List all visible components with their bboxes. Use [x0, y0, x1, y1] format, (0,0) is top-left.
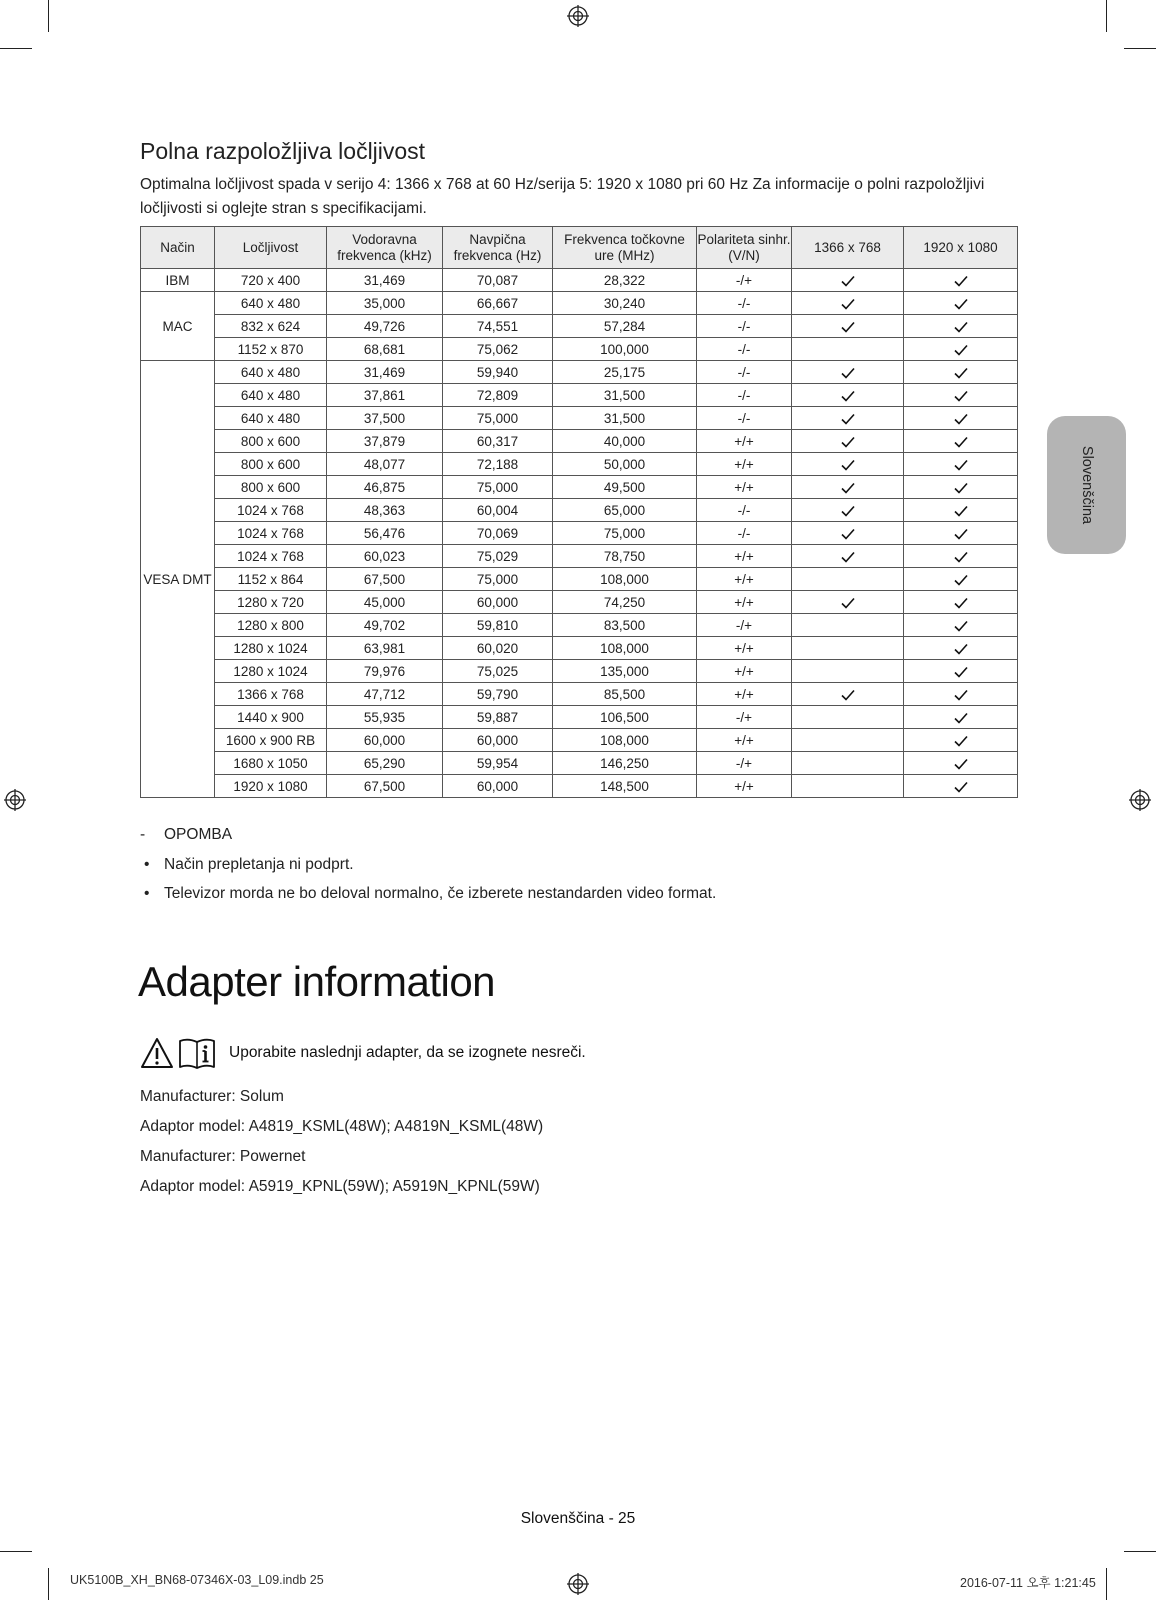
series4-support-cell [792, 706, 904, 729]
vertical-frequency-cell: 75,062 [443, 338, 553, 361]
polarity-cell: -/- [697, 338, 792, 361]
check-icon [841, 528, 855, 540]
table-row [141, 568, 1018, 591]
check-icon [841, 321, 855, 333]
horizontal-frequency-cell: 48,077 [327, 453, 443, 476]
vertical-frequency-cell: 75,000 [443, 407, 553, 430]
horizontal-frequency-cell: 67,500 [327, 568, 443, 591]
table-row [141, 591, 1018, 614]
pixel-clock-cell: 83,500 [553, 614, 697, 637]
series4-support-cell [792, 384, 904, 407]
series5-support-cell [904, 361, 1018, 384]
series5-support-cell [904, 315, 1018, 338]
vertical-frequency-cell: 66,667 [443, 292, 553, 315]
resolution-cell: 640 x 480 [215, 361, 327, 384]
check-icon [954, 735, 968, 747]
horizontal-frequency-cell: 60,000 [327, 729, 443, 752]
note-item [140, 856, 354, 874]
series4-support-cell [792, 269, 904, 292]
note-item-text: Način prepletanja ni podprt. [164, 856, 354, 873]
crop-mark [0, 1551, 32, 1552]
section-title: Polna razpoložljiva ločljivost [140, 138, 426, 164]
horizontal-frequency-cell: 63,981 [327, 637, 443, 660]
table-row [141, 292, 1018, 315]
polarity-cell: -/+ [697, 269, 792, 292]
series4-support-cell [792, 499, 904, 522]
resolution-cell: 1024 x 768 [215, 499, 327, 522]
vertical-frequency-cell: 72,809 [443, 384, 553, 407]
adapter-line: Adaptor model: A4819_KSML(48W); A4819N_KSML(48W) [140, 1118, 544, 1135]
vertical-frequency-cell: 59,940 [443, 361, 553, 384]
check-icon [841, 459, 855, 471]
table-row [141, 315, 1018, 338]
table-row [141, 430, 1018, 453]
horizontal-frequency-cell: 37,861 [327, 384, 443, 407]
series4-support-cell [792, 729, 904, 752]
pixel-clock-cell: 28,322 [553, 269, 697, 292]
series4-support-cell [792, 775, 904, 798]
header-vertical-frequency: Navpična frekvenca (Hz) [443, 227, 553, 269]
polarity-cell: -/+ [697, 752, 792, 775]
resolution-cell: 1152 x 864 [215, 568, 327, 591]
adapter-line: Manufacturer: Powernet [140, 1148, 306, 1165]
vertical-frequency-cell: 75,000 [443, 476, 553, 499]
check-icon [841, 597, 855, 609]
pixel-clock-cell: 49,500 [553, 476, 697, 499]
table-row [141, 407, 1018, 430]
pixel-clock-cell: 75,000 [553, 522, 697, 545]
series4-support-cell [792, 476, 904, 499]
note-title-text: OPOMBA [164, 826, 233, 843]
horizontal-frequency-cell: 60,023 [327, 545, 443, 568]
header-sync-polarity: Polariteta sinhr. (V/N) [697, 227, 792, 269]
horizontal-frequency-cell: 79,976 [327, 660, 443, 683]
resolution-cell: 1024 x 768 [215, 522, 327, 545]
registration-mark-icon [567, 1573, 589, 1595]
crop-mark [0, 48, 32, 49]
resolution-cell: 640 x 480 [215, 292, 327, 315]
vertical-frequency-cell: 60,317 [443, 430, 553, 453]
polarity-cell: -/+ [697, 614, 792, 637]
check-icon [841, 275, 855, 287]
polarity-cell: -/- [697, 361, 792, 384]
polarity-cell: -/+ [697, 706, 792, 729]
polarity-cell: -/- [697, 499, 792, 522]
table-row [141, 361, 1018, 384]
vertical-frequency-cell: 59,810 [443, 614, 553, 637]
check-icon [954, 689, 968, 701]
pixel-clock-cell: 65,000 [553, 499, 697, 522]
polarity-cell: -/- [697, 407, 792, 430]
series5-support-cell [904, 269, 1018, 292]
horizontal-frequency-cell: 35,000 [327, 292, 443, 315]
mode-cell: VESA DMT [141, 361, 215, 798]
horizontal-frequency-cell: 31,469 [327, 269, 443, 292]
resolution-cell: 1280 x 1024 [215, 637, 327, 660]
series5-support-cell [904, 338, 1018, 361]
table-row [141, 453, 1018, 476]
vertical-frequency-cell: 60,000 [443, 729, 553, 752]
horizontal-frequency-cell: 37,500 [327, 407, 443, 430]
horizontal-frequency-cell: 45,000 [327, 591, 443, 614]
registration-mark-icon [1129, 789, 1151, 811]
polarity-cell: +/+ [697, 545, 792, 568]
series4-support-cell [792, 292, 904, 315]
resolution-cell: 1152 x 870 [215, 338, 327, 361]
series4-support-cell [792, 361, 904, 384]
pixel-clock-cell: 106,500 [553, 706, 697, 729]
polarity-cell: +/+ [697, 453, 792, 476]
series4-support-cell [792, 683, 904, 706]
series5-support-cell [904, 660, 1018, 683]
header-horizontal-frequency: Vodoravna frekvenca (kHz) [327, 227, 443, 269]
resolution-cell: 800 x 600 [215, 453, 327, 476]
resolution-cell: 1280 x 720 [215, 591, 327, 614]
pixel-clock-cell: 108,000 [553, 637, 697, 660]
footer-timestamp: 2016-07-11 오후 1:21:45 [960, 1576, 1096, 1590]
header-mode: Način [141, 227, 215, 269]
vertical-frequency-cell: 72,188 [443, 453, 553, 476]
horizontal-frequency-cell: 65,290 [327, 752, 443, 775]
series4-support-cell [792, 614, 904, 637]
adapter-line: Manufacturer: Solum [140, 1088, 284, 1105]
series5-support-cell [904, 568, 1018, 591]
check-icon [954, 275, 968, 287]
horizontal-frequency-cell: 37,879 [327, 430, 443, 453]
check-icon [954, 436, 968, 448]
table-row [141, 752, 1018, 775]
series5-support-cell [904, 752, 1018, 775]
vertical-frequency-cell: 59,790 [443, 683, 553, 706]
resolution-cell: 1920 x 1080 [215, 775, 327, 798]
vertical-frequency-cell: 74,551 [443, 315, 553, 338]
vertical-frequency-cell: 75,029 [443, 545, 553, 568]
polarity-cell: +/+ [697, 568, 792, 591]
check-icon [954, 528, 968, 540]
series5-support-cell [904, 453, 1018, 476]
table-row [141, 775, 1018, 798]
horizontal-frequency-cell: 55,935 [327, 706, 443, 729]
horizontal-frequency-cell: 67,500 [327, 775, 443, 798]
table-row [141, 706, 1018, 729]
vertical-frequency-cell: 59,954 [443, 752, 553, 775]
table-row [141, 660, 1018, 683]
table-row [141, 729, 1018, 752]
series4-support-cell [792, 315, 904, 338]
series5-support-cell [904, 407, 1018, 430]
check-icon [954, 781, 968, 793]
polarity-cell: -/- [697, 292, 792, 315]
vertical-frequency-cell: 70,069 [443, 522, 553, 545]
note-item-text: Televizor morda ne bo deloval normalno, če izberete nestandarden video format. [164, 885, 717, 902]
check-icon [954, 551, 968, 563]
page-number: Slovenščina - 25 [520, 1510, 636, 1527]
series4-support-cell [792, 407, 904, 430]
series5-support-cell [904, 499, 1018, 522]
resolution-cell: 1600 x 900 RB [215, 729, 327, 752]
horizontal-frequency-cell: 47,712 [327, 683, 443, 706]
pixel-clock-cell: 74,250 [553, 591, 697, 614]
table-row [141, 476, 1018, 499]
bullet: • [144, 885, 150, 902]
crop-mark [48, 0, 49, 32]
check-icon [841, 482, 855, 494]
crop-mark [1106, 0, 1107, 32]
series4-support-cell [792, 338, 904, 361]
resolution-table [140, 226, 1018, 798]
pixel-clock-cell: 31,500 [553, 407, 697, 430]
header-series5-1920x1080: 1920 x 1080 [904, 227, 1018, 269]
series4-support-cell [792, 591, 904, 614]
resolution-cell: 1440 x 900 [215, 706, 327, 729]
horizontal-frequency-cell: 48,363 [327, 499, 443, 522]
series4-support-cell [792, 637, 904, 660]
warning-row [140, 1036, 840, 1072]
check-icon [954, 344, 968, 356]
crop-mark [1106, 1568, 1107, 1600]
check-icon [954, 712, 968, 724]
adapter-line: Adaptor model: A5919_KPNL(59W); A5919N_KPNL(59W) [140, 1178, 540, 1195]
polarity-cell: -/- [697, 315, 792, 338]
check-icon [954, 643, 968, 655]
side-tab-label: Slovenščina [1078, 445, 1095, 525]
series4-support-cell [792, 522, 904, 545]
check-icon [954, 505, 968, 517]
pixel-clock-cell: 135,000 [553, 660, 697, 683]
polarity-cell: -/- [697, 522, 792, 545]
table-row [141, 269, 1018, 292]
note-dash: - [140, 826, 146, 843]
pixel-clock-cell: 25,175 [553, 361, 697, 384]
check-icon [841, 505, 855, 517]
intro-text: Optimalna ločljivost spada v serijo 4: 1366 x 768 at 60 Hz/serija 5: 1920 x 1080 pri 60 Hz Za informacije o polni razpoložljivi ločljivosti si oglejte stran s specifikacijami. [140, 176, 985, 217]
series5-support-cell [904, 545, 1018, 568]
check-icon [841, 390, 855, 402]
resolution-cell: 1680 x 1050 [215, 752, 327, 775]
vertical-frequency-cell: 59,887 [443, 706, 553, 729]
pixel-clock-cell: 148,500 [553, 775, 697, 798]
resolution-cell: 1280 x 800 [215, 614, 327, 637]
series5-support-cell [904, 292, 1018, 315]
polarity-cell: +/+ [697, 430, 792, 453]
pixel-clock-cell: 108,000 [553, 568, 697, 591]
vertical-frequency-cell: 75,025 [443, 660, 553, 683]
resolution-cell: 1024 x 768 [215, 545, 327, 568]
check-icon [954, 367, 968, 379]
resolution-cell: 832 x 624 [215, 315, 327, 338]
series5-support-cell [904, 775, 1018, 798]
table-row [141, 545, 1018, 568]
mode-cell: MAC [141, 292, 215, 361]
check-icon [954, 597, 968, 609]
check-icon [954, 321, 968, 333]
check-icon [954, 574, 968, 586]
header-pixel-clock: Frekvenca točkovne ure (MHz) [553, 227, 697, 269]
check-icon [954, 413, 968, 425]
polarity-cell: +/+ [697, 476, 792, 499]
crop-mark [1124, 1551, 1156, 1552]
resolution-cell: 1280 x 1024 [215, 660, 327, 683]
pixel-clock-cell: 50,000 [553, 453, 697, 476]
series5-support-cell [904, 476, 1018, 499]
horizontal-frequency-cell: 49,702 [327, 614, 443, 637]
resolution-cell: 800 x 600 [215, 430, 327, 453]
check-icon [954, 620, 968, 632]
check-icon [841, 689, 855, 701]
series5-support-cell [904, 614, 1018, 637]
table-row [141, 522, 1018, 545]
crop-mark [48, 1568, 49, 1600]
note-title [140, 826, 232, 844]
pixel-clock-cell: 108,000 [553, 729, 697, 752]
series4-support-cell [792, 430, 904, 453]
pixel-clock-cell: 30,240 [553, 292, 697, 315]
horizontal-frequency-cell: 46,875 [327, 476, 443, 499]
table-row [141, 338, 1018, 361]
warning-text: Uporabite naslednji adapter, da se izognete nesreči. [229, 1044, 586, 1061]
series5-support-cell [904, 637, 1018, 660]
check-icon [954, 482, 968, 494]
pixel-clock-cell: 40,000 [553, 430, 697, 453]
language-side-tab [1047, 416, 1126, 554]
vertical-frequency-cell: 60,020 [443, 637, 553, 660]
table-row [141, 683, 1018, 706]
series5-support-cell [904, 430, 1018, 453]
adapter-title: Adapter information [138, 958, 496, 1005]
footer-file-info: UK5100B_XH_BN68-07346X-03_L09.indb 25 [70, 1573, 324, 1587]
resolution-cell: 640 x 480 [215, 384, 327, 407]
check-icon [841, 551, 855, 563]
warning-triangle-icon [140, 1036, 174, 1070]
resolution-cell: 1366 x 768 [215, 683, 327, 706]
polarity-cell: +/+ [697, 660, 792, 683]
series4-support-cell [792, 752, 904, 775]
vertical-frequency-cell: 60,000 [443, 775, 553, 798]
pixel-clock-cell: 78,750 [553, 545, 697, 568]
horizontal-frequency-cell: 68,681 [327, 338, 443, 361]
table-row [141, 614, 1018, 637]
check-icon [841, 367, 855, 379]
header-resolution: Ločljivost [215, 227, 327, 269]
series5-support-cell [904, 683, 1018, 706]
polarity-cell: +/+ [697, 683, 792, 706]
check-icon [841, 413, 855, 425]
series5-support-cell [904, 591, 1018, 614]
pixel-clock-cell: 100,000 [553, 338, 697, 361]
vertical-frequency-cell: 75,000 [443, 568, 553, 591]
bullet: • [144, 856, 150, 873]
series4-support-cell [792, 660, 904, 683]
series4-support-cell [792, 568, 904, 591]
polarity-cell: +/+ [697, 591, 792, 614]
resolution-cell: 800 x 600 [215, 476, 327, 499]
check-icon [954, 459, 968, 471]
pixel-clock-cell: 31,500 [553, 384, 697, 407]
pixel-clock-cell: 85,500 [553, 683, 697, 706]
table-row [141, 499, 1018, 522]
check-icon [954, 298, 968, 310]
resolution-cell: 720 x 400 [215, 269, 327, 292]
vertical-frequency-cell: 60,004 [443, 499, 553, 522]
vertical-frequency-cell: 70,087 [443, 269, 553, 292]
registration-mark-icon [4, 789, 26, 811]
table-row [141, 384, 1018, 407]
polarity-cell: -/- [697, 384, 792, 407]
series5-support-cell [904, 522, 1018, 545]
check-icon [954, 758, 968, 770]
check-icon [841, 436, 855, 448]
series5-support-cell [904, 706, 1018, 729]
series4-support-cell [792, 545, 904, 568]
check-icon [841, 298, 855, 310]
registration-mark-icon [567, 5, 589, 27]
series5-support-cell [904, 729, 1018, 752]
pixel-clock-cell: 57,284 [553, 315, 697, 338]
series5-support-cell [904, 384, 1018, 407]
resolution-cell: 640 x 480 [215, 407, 327, 430]
horizontal-frequency-cell: 56,476 [327, 522, 443, 545]
polarity-cell: +/+ [697, 637, 792, 660]
series4-support-cell [792, 453, 904, 476]
check-icon [954, 666, 968, 678]
manual-info-icon [178, 1036, 216, 1070]
table-row [141, 637, 1018, 660]
crop-mark [1124, 48, 1156, 49]
check-icon [954, 390, 968, 402]
note-item [140, 885, 716, 903]
polarity-cell: +/+ [697, 729, 792, 752]
vertical-frequency-cell: 60,000 [443, 591, 553, 614]
horizontal-frequency-cell: 49,726 [327, 315, 443, 338]
polarity-cell: +/+ [697, 775, 792, 798]
horizontal-frequency-cell: 31,469 [327, 361, 443, 384]
table-header-row [141, 227, 1018, 269]
mode-cell: IBM [141, 269, 215, 292]
pixel-clock-cell: 146,250 [553, 752, 697, 775]
header-series4-1366x768: 1366 x 768 [792, 227, 904, 269]
